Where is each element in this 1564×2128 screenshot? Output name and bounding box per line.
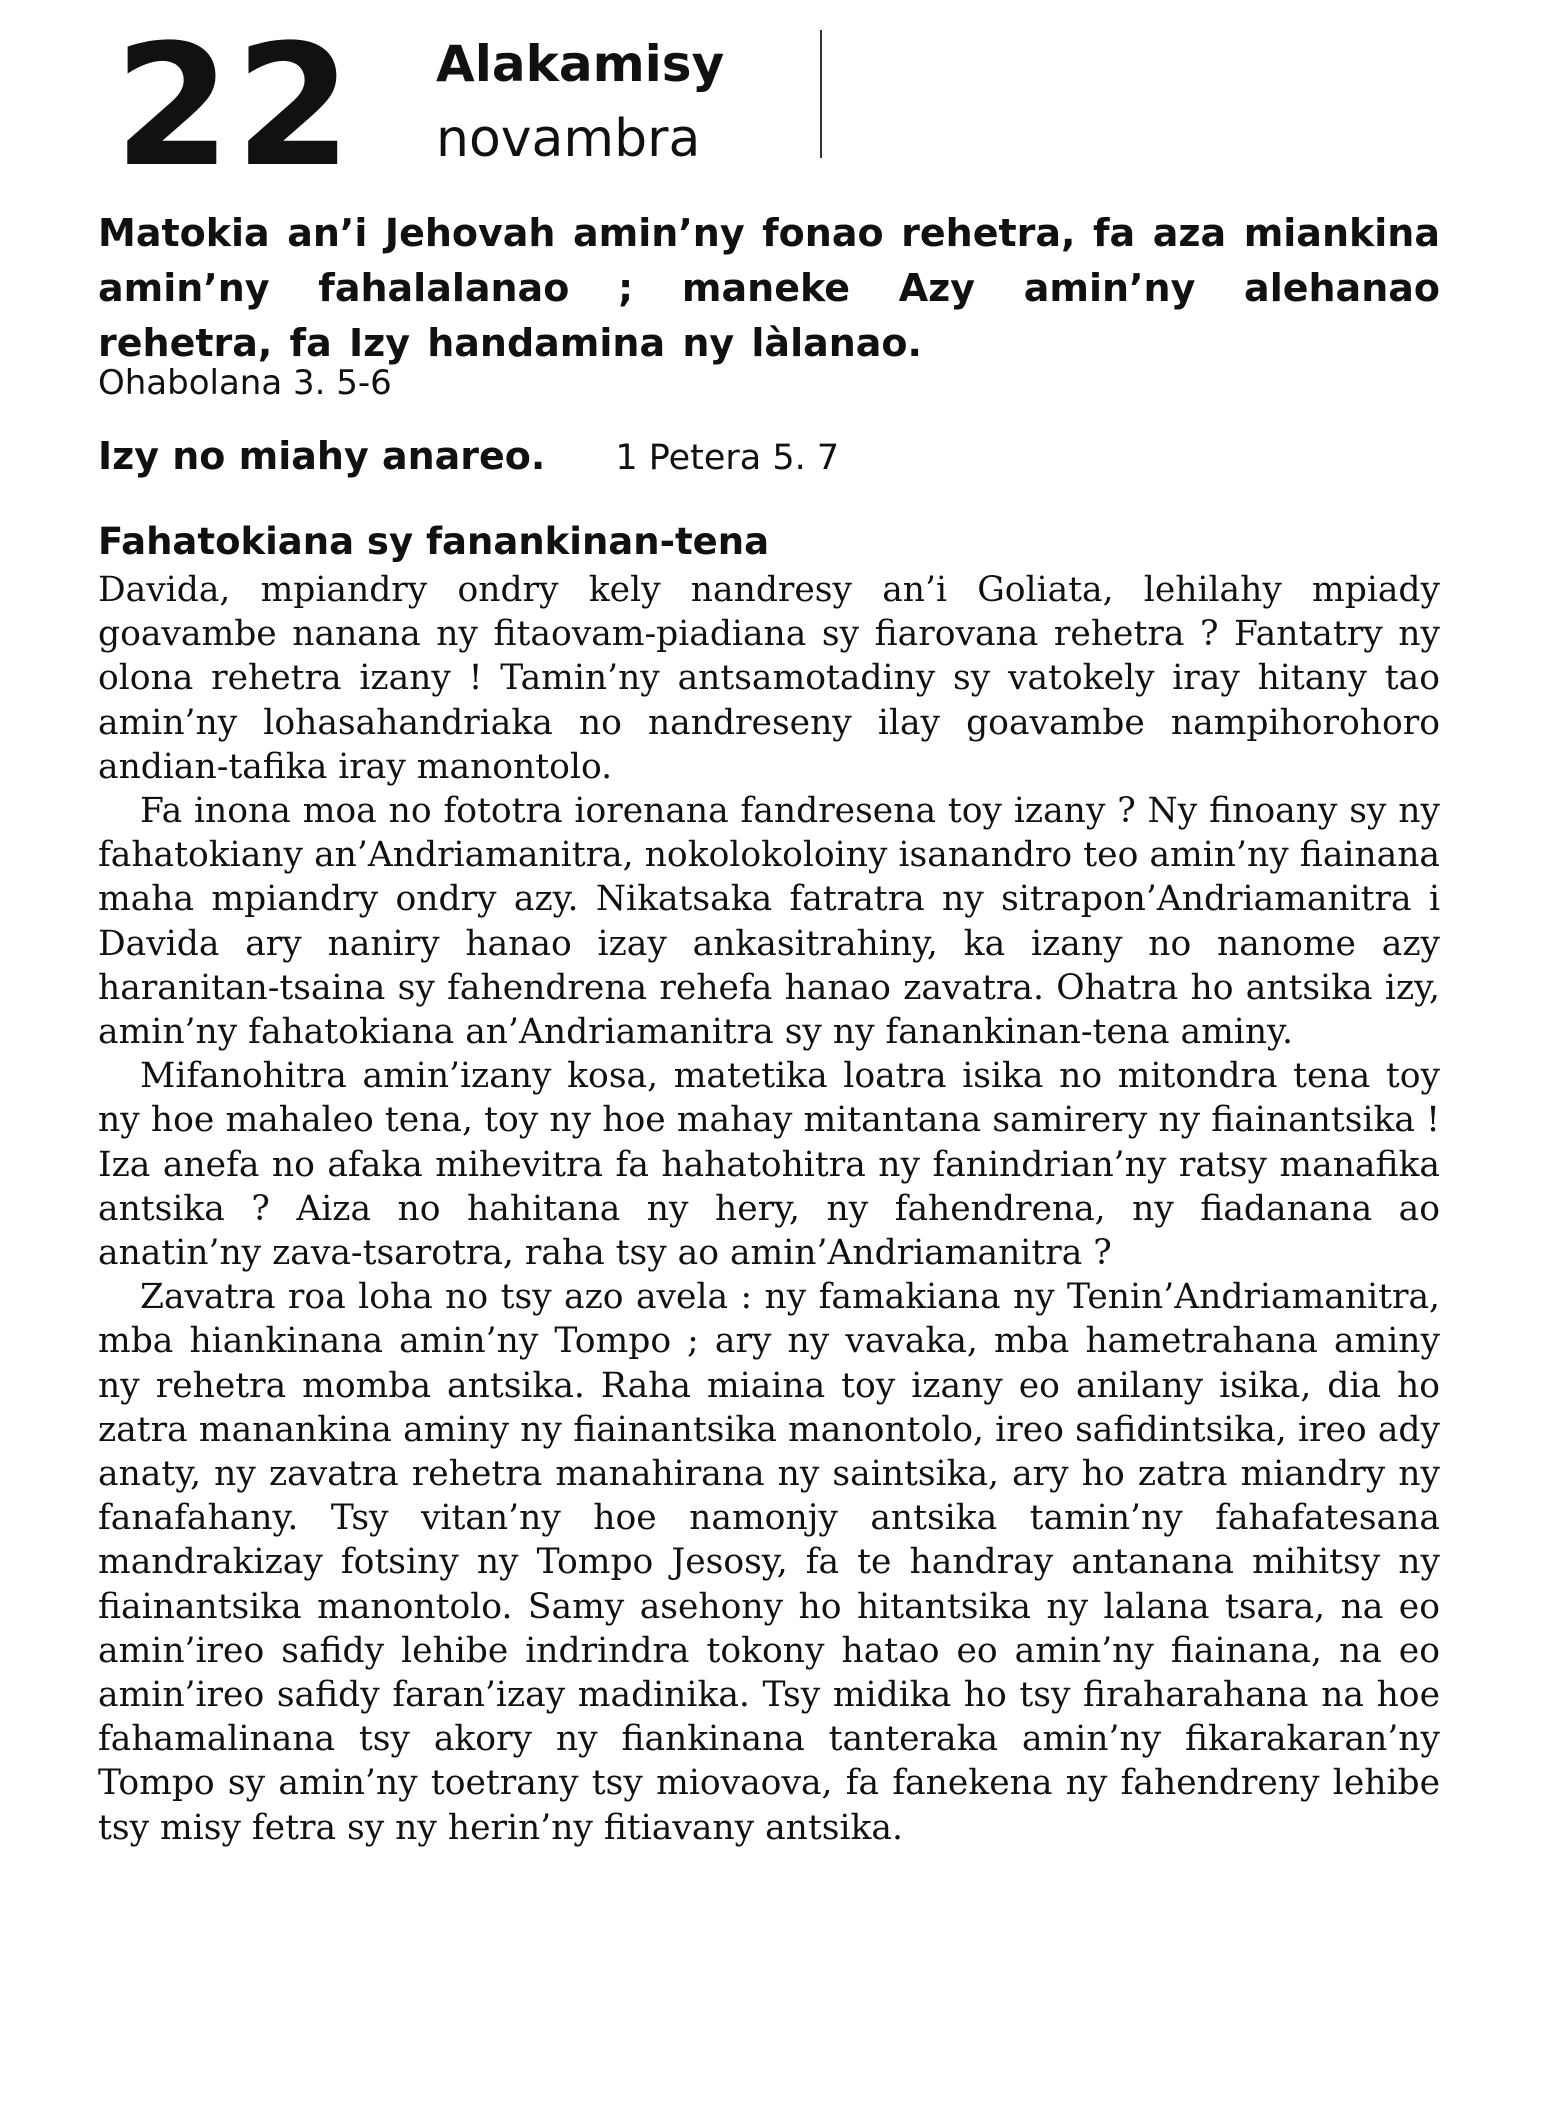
- body-paragraph: Fa inona moa no fototra iorenana fandresena toy izany ? Ny finoany sy ny fahatokiany an’Andriamanitra, nokolokoloiny isanandro teo amin’ny fiainana maha mpiandry ondry azy. Nikatsaka fatratra ny sitrapon’Andriamanitra i Davida ary naniry hanao izay ankasitrahiny, ka izany no nanome azy haranitan-tsaina sy fahendrena rehefa hanao zavatra. Ohatra ho antsika izy, amin’ny fahatokiana an’Andriamanitra sy ny fanankinan-tena aminy.: [98, 791, 1440, 1053]
- section-heading: Fahatokiana sy fanankinan-tena: [98, 520, 770, 563]
- body-paragraph: Davida, mpiandry ondry kely nandresy an’i Goliata, lehilahy mpiady goavambe nanana ny fitaovam-piadiana sy fiarovana rehetra ? Fantatry ny olona rehetra izany ! Tamin’ny antsamotadiny sy vatokely iray hitany tao amin’ny lohasahandriaka no nandreseny ilay goavambe nampihorohoro andian-tafika iray manontolo.: [98, 570, 1440, 787]
- verse-text: Matokia an’i Jehovah amin’ny fonao rehetra, fa aza miankina amin’ny fahalalanao ; maneke Azy amin’ny alehanao rehetra, fa Izy handamina ny làlanao.: [98, 211, 1440, 365]
- verse-reference: Ohabolana 3. 5-6: [98, 363, 392, 403]
- secondary-verse-line: [98, 432, 839, 482]
- day-number: 22: [114, 8, 356, 204]
- secondary-verse-text: Izy no miahy anareo.: [98, 434, 546, 478]
- month-label: novambra: [436, 109, 701, 169]
- body-text: [98, 568, 1440, 1850]
- header-divider: [820, 30, 822, 158]
- body-paragraph: Zavatra roa loha no tsy azo avela : ny famakiana ny Tenin’Andriamanitra, mba hiankinana amin’ny Tompo ; ary ny vavaka, mba hametrahana aminy ny rehetra momba antsika. Raha miaina toy izany eo anilany isika, dia ho zatra manankina aminy ny fiainantsika manontolo, ireo safidintsika, ireo ady anaty, ny zavatra rehetra manahirana ny saintsika, ary ho zatra miandry ny fanafahany. Tsy vitan’ny hoe namonjy antsika tamin’ny fahafatesana mandrakizay fotsiny ny Tompo Jesosy, fa te handray antanana mihitsy ny fiainantsika manontolo. Samy asehony ho hitantsika ny lalana tsara, na eo amin’ireo safidy lehibe indrindra tokony hatao eo amin’ny fiainana, na eo amin’ireo safidy faran’izay madinika. Tsy midika ho tsy firaharahana na hoe fahamalinana tsy akory ny fiankinana tanteraka amin’ny fikarakaran’ny Tompo sy amin’ny toetrany tsy miovaova, fa fanekena ny fahendreny lehibe tsy misy fetra sy ny herin’ny fitiavany antsika.: [98, 1277, 1440, 1848]
- weekday-label: Alakamisy: [436, 35, 725, 93]
- secondary-verse-reference: 1 Petera 5. 7: [615, 438, 840, 478]
- body-paragraph: Mifanohitra amin’izany kosa, matetika loatra isika no mitondra tena toy ny hoe mahaleo tena, toy ny hoe mahay mitantana samirery ny fiainantsika ! Iza anefa no afaka mihevitra fa hahatohitra ny fanindrian’ny ratsy manafika antsika ? Aiza no hahitana ny hery, ny fahendrena, ny fiadanana ao anatin’ny zava-tsarotra, raha tsy ao amin’Andriamanitra ?: [98, 1056, 1440, 1274]
